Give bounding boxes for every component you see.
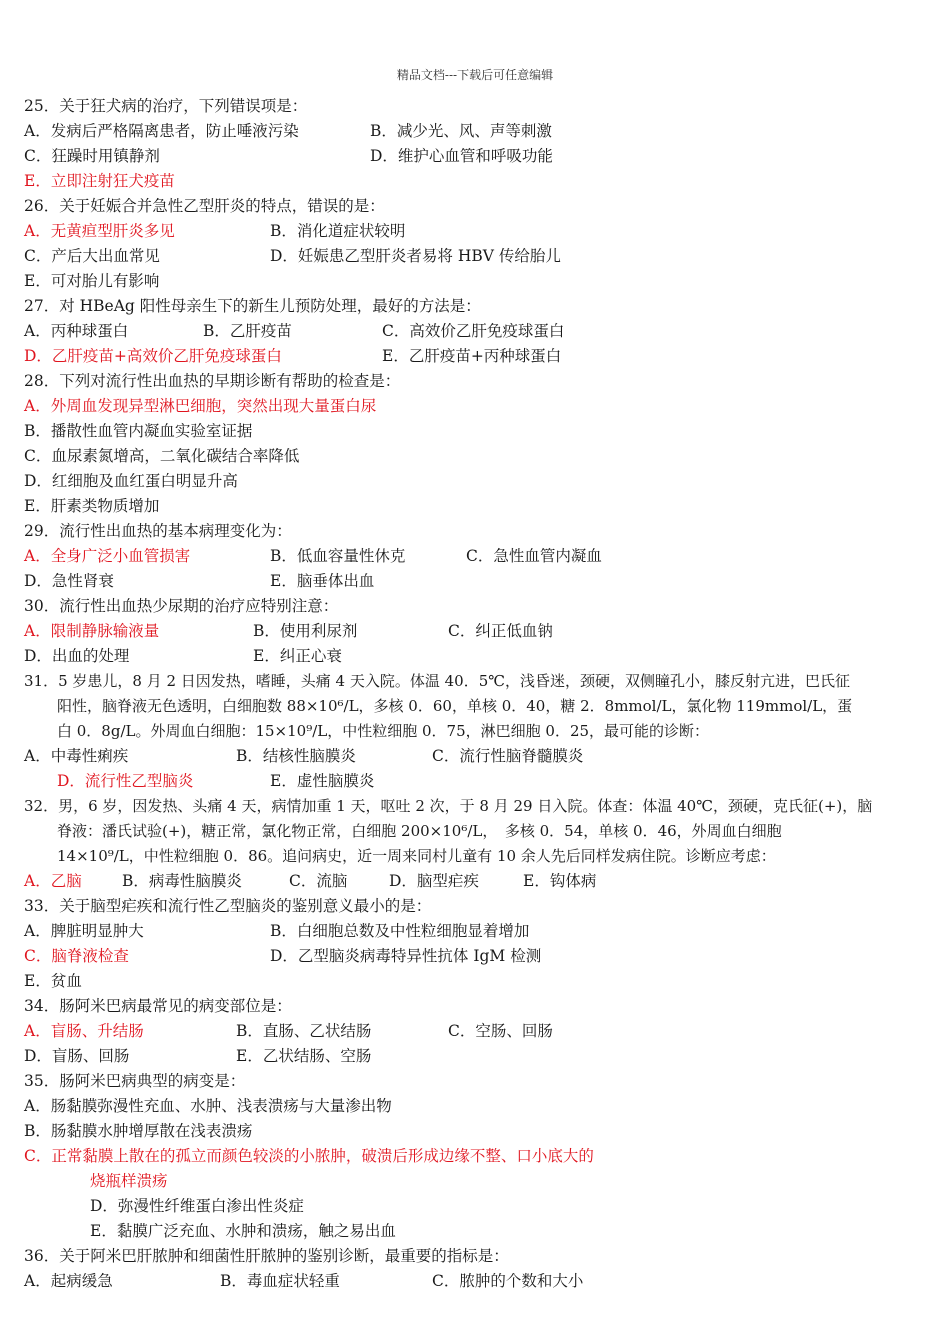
question-32-cont-1: 脊液：潘氏试验(+)，糖正常，氯化物正常，白细胞 200×10⁶/L， 多核 0．54，单核 0．46，外周血白细胞 <box>57 822 782 840</box>
option-29-a-answer: A．全身广泛小血管损害 <box>24 547 191 565</box>
option-31-a: A．中毒性痢疾 <box>24 747 129 765</box>
question-26: 26．关于妊娠合并急性乙型肝炎的特点，错误的是： <box>24 197 385 215</box>
option-35-e: E．黏膜广泛充血、水肿和溃疡，触之易出血 <box>90 1222 396 1240</box>
option-29-b: B．低血容量性休克 <box>270 547 406 565</box>
option-31-b: B．结核性脑膜炎 <box>236 747 356 765</box>
question-31-cont-2: 白 0．8g/L。外周血白细胞：15×10⁹/L，中性粒细胞 0．75，淋巴细胞 0．25，最可能的诊断： <box>57 722 710 740</box>
option-35-c-answer: C．正常黏膜上散在的孤立而颜色较淡的小脓肿，破溃后形成边缘不整、口小底大的 <box>24 1147 594 1165</box>
option-31-e: E．虚性脑膜炎 <box>270 772 375 790</box>
option-35-b: B．肠黏膜水肿增厚散在浅表溃疡 <box>24 1122 253 1140</box>
option-28-b: B．播散性血管内凝血实验室证据 <box>24 422 253 440</box>
option-31-d-answer: D．流行性乙型脑炎 <box>57 772 194 790</box>
option-25-e-answer: E．立即注射狂犬疫苗 <box>24 172 175 190</box>
option-35-c-answer-cont: 烧瓶样溃疡 <box>90 1172 168 1190</box>
question-35: 35．肠阿米巴病典型的病变是： <box>24 1072 246 1090</box>
option-34-d: D．盲肠、回肠 <box>24 1047 130 1065</box>
option-26-b: B．消化道症状较明 <box>270 222 406 240</box>
page-header: 精品文档---下载后可任意编辑 <box>396 68 554 82</box>
option-26-c: C．产后大出血常见 <box>24 247 160 265</box>
question-32: 32．男，6 岁，因发热、头痛 4 天，病情加重 1 天，呕吐 2 次，于 8 月 29 日入院。体查：体温 40℃，颈硬，克氏征(+)，脑 <box>24 797 873 815</box>
option-27-b: B．乙肝疫苗 <box>203 322 292 340</box>
option-32-c: C．流脑 <box>289 872 348 890</box>
option-32-a-answer: A．乙脑 <box>24 872 82 890</box>
question-33: 33．关于脑型疟疾和流行性乙型脑炎的鉴别意义最小的是： <box>24 897 432 915</box>
option-25-c: C．狂躁时用镇静剂 <box>24 147 160 165</box>
question-28: 28．下列对流行性出血热的早期诊断有帮助的检查是： <box>24 372 401 390</box>
option-32-e: E．钩体病 <box>523 872 597 890</box>
option-34-a-answer: A．盲肠、升结肠 <box>24 1022 144 1040</box>
option-33-e: E．贫血 <box>24 972 82 990</box>
option-31-c: C．流行性脑脊髓膜炎 <box>432 747 584 765</box>
option-25-b: B．减少光、风、声等刺激 <box>370 122 552 140</box>
option-32-b: B．病毒性脑膜炎 <box>122 872 242 890</box>
question-31: 31．5 岁患儿，8 月 2 日因发热，嗜睡，头痛 4 天入院。体温 40．5℃，浅昏迷，颈硬，双侧瞳孔小，膝反射亢进，巴氏征 <box>24 672 851 690</box>
option-28-c: C．血尿素氮增高，二氧化碳结合率降低 <box>24 447 300 465</box>
question-32-cont-2: 14×10⁹/L，中性粒细胞 0．86。追问病史，近一周来同村儿童有 10 余人先后同样发病住院。诊断应考虑： <box>57 847 776 865</box>
option-28-a-answer: A．外周血发现异型淋巴细胞，突然出现大量蛋白尿 <box>24 397 377 415</box>
option-30-d: D．出血的处理 <box>24 647 130 665</box>
option-26-d: D．妊娠患乙型肝炎者易将 HBV 传给胎儿 <box>270 247 561 265</box>
option-36-c: C．脓肿的个数和大小 <box>432 1272 584 1290</box>
option-25-a: A．发病后严格隔离患者，防止唾液污染 <box>24 122 299 140</box>
question-34: 34．肠阿米巴病最常见的病变部位是： <box>24 997 292 1015</box>
option-33-b: B．白细胞总数及中性粒细胞显着增加 <box>270 922 530 940</box>
question-29: 29．流行性出血热的基本病理变化为： <box>24 522 292 540</box>
option-27-e: E．乙肝疫苗+丙种球蛋白 <box>382 347 562 365</box>
option-35-d: D．弥漫性纤维蛋白渗出性炎症 <box>90 1197 304 1215</box>
option-35-a: A．肠黏膜弥漫性充血、水肿、浅表溃疡与大量渗出物 <box>24 1097 392 1115</box>
option-29-c: C．急性血管内凝血 <box>466 547 602 565</box>
option-36-b: B．毒血症状轻重 <box>220 1272 340 1290</box>
option-30-c: C．纠正低血钠 <box>448 622 553 640</box>
option-34-c: C．空肠、回肠 <box>448 1022 553 1040</box>
option-27-a: A．丙种球蛋白 <box>24 322 129 340</box>
option-30-a-answer: A．限制静脉输液量 <box>24 622 160 640</box>
question-27: 27．对 HBeAg 阳性母亲生下的新生儿预防处理，最好的方法是： <box>24 297 481 315</box>
option-27-c: C．高效价乙肝免疫球蛋白 <box>382 322 565 340</box>
option-25-d: D．维护心血管和呼吸功能 <box>370 147 553 165</box>
question-30: 30．流行性出血热少尿期的治疗应特别注意： <box>24 597 339 615</box>
option-28-d: D．红细胞及血红蛋白明显升高 <box>24 472 238 490</box>
option-33-c-answer: C．脑脊液检查 <box>24 947 129 965</box>
option-30-b: B．使用利尿剂 <box>253 622 358 640</box>
question-25: 25．关于狂犬病的治疗，下列错误项是： <box>24 97 308 115</box>
option-34-b: B．直肠、乙状结肠 <box>236 1022 372 1040</box>
option-29-e: E．脑垂体出血 <box>270 572 375 590</box>
option-29-d: D．急性肾衰 <box>24 572 114 590</box>
question-36: 36．关于阿米巴肝脓肿和细菌性肝脓肿的鉴别诊断，最重要的指标是： <box>24 1247 509 1265</box>
option-26-e: E．可对胎儿有影响 <box>24 272 160 290</box>
option-34-e: E．乙状结肠、空肠 <box>236 1047 372 1065</box>
option-26-a-answer: A．无黄疸型肝炎多见 <box>24 222 175 240</box>
option-33-d: D．乙型脑炎病毒特异性抗体 IgM 检测 <box>270 947 542 965</box>
option-27-d-answer: D．乙肝疫苗+高效价乙肝免疫球蛋白 <box>24 347 282 365</box>
option-33-a: A．脾脏明显肿大 <box>24 922 144 940</box>
question-31-cont-1: 阳性，脑脊液无色透明，白细胞数 88×10⁶/L，多核 0．60，单核 0．40，糖 2．8mmol/L，氯化物 119mmol/L，蛋 <box>57 697 853 715</box>
option-32-d: D．脑型疟疾 <box>389 872 479 890</box>
option-30-e: E．纠正心衰 <box>253 647 342 665</box>
option-36-a: A．起病缓急 <box>24 1272 113 1290</box>
option-28-e: E．肝素类物质增加 <box>24 497 160 515</box>
